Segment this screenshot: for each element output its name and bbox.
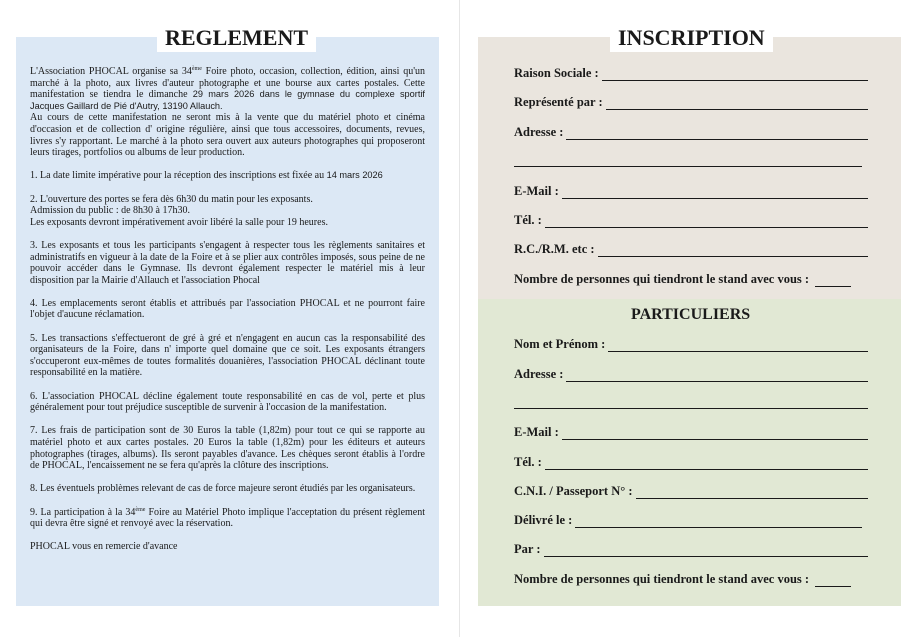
adresse-field[interactable] <box>514 125 868 140</box>
represente-par-line[interactable] <box>606 98 868 110</box>
particuliers-title: PARTICULIERS <box>631 306 751 323</box>
rc-rm-line[interactable] <box>598 245 868 257</box>
par-field[interactable] <box>514 542 868 557</box>
particulier-nombre-personnes-label: Nombre de personnes qui tiendront le stand avec vous : <box>514 572 810 586</box>
rule-2: 2. L'ouverture des portes se fera dès 6h30 du matin pour les exposants. <box>30 193 313 205</box>
rule-5: 5. Les transactions s'effectueront de gré à gré et n'engagent en aucun cas la responsabilité des organisateurs de la Foire, dans n' importe quel domaine que ce soit. Les exposants étrangers s'occuperont eux-mêmes de toutes formalités douanières, l'association PHOCAL déclinant toute responsabilité en la matière. <box>30 332 425 379</box>
rule-2-departure: Les exposants devront impérativement avoir libéré la salle pour 19 heures. <box>30 216 328 228</box>
page-divider <box>459 0 460 637</box>
particulier-adresse-line-2[interactable] <box>514 408 868 409</box>
reglement-intro: L'Association PHOCAL organise sa 34ème Foire photo, occasion, collection, édition, ainsi qu'un marché à la photo, aux livres d'auteur photographe et une bourse aux cartes postales. Cette manifestation se tiendra le dimanche 29 mars 2026 dans le gymnase du complexe sportif Jacques Gaillard de Pié d'Autry, 13190 Allauch. <box>30 66 425 111</box>
rule-1: 1. La date limite impérative pour la réception des inscriptions est fixée au 14 mars 2026 <box>30 170 383 182</box>
rule-8: 8. Les éventuels problèmes relevant de cas de force majeure seront étudiés par les organisateurs. <box>30 483 416 495</box>
raison-sociale-field[interactable] <box>514 66 868 81</box>
rule-7: 7. Les frais de participation sont de 30 Euros la table (1,82m) pour tout ce qui se rapporte au matériel photo et aux cartes postales. 20 Euros la table (1,82m) pour les éditeurs et auteurs photographes (tirages, albums). Ils seront payables d'avance. Les chèques seront établis à l'ordre de PHOCAL, l'encaissement ne se fera qu'après la clôture des inscriptions. <box>30 425 425 472</box>
rule-2-admission: Admission du public : de 8h30 à 17h30. <box>30 205 190 217</box>
deadline-date: 14 mars 2026 <box>326 170 383 181</box>
cni-passeport-label: C.N.I. / Passeport N° : <box>514 484 633 498</box>
rule-6: 6. L'association PHOCAL décline également toute responsabilité en cas de vol, perte et plus généralement pour tout préjudice susceptible de survenir à l'occasion de la manifestation. <box>30 390 425 414</box>
event-date-place: 29 mars 2026 dans le gymnase du complexe sportif Jacques Gaillard de Pié d'Autry, 13190 Allauch. <box>30 89 425 111</box>
particulier-nombre-personnes-field[interactable] <box>514 572 868 587</box>
reglement-intro-2: Au cours de cette manifestation ne seront mis à la vente que du matériel photo et cinéma d'occasion et de collection d' origine régulière, ainsi que tous accessoires, documents, revues, livres s'y rapportant. Le marché à la photo sera ouvert aux auteurs photographes qui proposeront leurs tirages, portfolios ou albums de leur production. <box>30 112 425 159</box>
particulier-email-field[interactable] <box>514 425 868 440</box>
rule-4: 4. Les emplacements seront établis et attribués par l'association PHOCAL et ne pourront faire l'objet d'aucune réclamation. <box>30 297 425 321</box>
delivre-le-label: Délivré le : <box>514 513 573 527</box>
nombre-personnes-line[interactable] <box>815 275 851 287</box>
nom-prenom-label: Nom et Prénom : <box>514 337 606 351</box>
nom-prenom-line[interactable] <box>608 340 868 352</box>
nombre-personnes-label: Nombre de personnes qui tiendront le stand avec vous : <box>514 272 810 286</box>
particulier-adresse-line[interactable] <box>566 370 868 382</box>
particulier-adresse-label: Adresse : <box>514 367 564 381</box>
reglement-title: REGLEMENT <box>157 24 316 52</box>
inscription-title: INSCRIPTION <box>610 24 773 52</box>
email-label: E-Mail : <box>514 184 559 198</box>
represente-par-label: Représenté par : <box>514 95 603 109</box>
email-line[interactable] <box>562 187 868 199</box>
particulier-email-line[interactable] <box>562 428 868 440</box>
rc-rm-label: R.C./R.M. etc : <box>514 242 595 256</box>
particulier-adresse-field[interactable] <box>514 367 868 382</box>
par-label: Par : <box>514 542 541 556</box>
particulier-tel-label: Tél. : <box>514 455 542 469</box>
rule-3: 3. Les exposants et tous les participants s'engagent à respecter tous les règlements sanitaires et administratifs en vigueur à la date de la Foire et à se plier aux contrôles imposés, sous peine de ne pouvoir accéder dans le Gymnase. Ils devront également respecter le matériel mis à leur disposition par la Mairie d'Allauch et l'association Phocal <box>30 239 425 286</box>
delivre-le-line[interactable] <box>575 516 862 528</box>
nom-prenom-field[interactable] <box>514 337 868 352</box>
tel-field[interactable] <box>514 213 868 228</box>
cni-passeport-line[interactable] <box>636 487 868 499</box>
cni-passeport-field[interactable] <box>514 484 868 499</box>
raison-sociale-label: Raison Sociale : <box>514 66 599 80</box>
represente-par-field[interactable] <box>514 95 868 110</box>
rc-rm-field[interactable] <box>514 242 868 257</box>
particulier-email-label: E-Mail : <box>514 425 559 439</box>
adresse-line[interactable] <box>566 128 868 140</box>
email-field[interactable] <box>514 184 868 199</box>
rule-9: 9. La participation à la 34ème Foire au Matériel Photo implique l'acceptation du présent règlement qui devra être signé et renvoyé avec la réservation. <box>30 506 425 530</box>
nombre-personnes-field[interactable] <box>514 272 868 287</box>
tel-label: Tél. : <box>514 213 542 227</box>
adresse-line-2[interactable] <box>514 166 862 167</box>
raison-sociale-line[interactable] <box>602 69 868 81</box>
par-line[interactable] <box>544 545 869 557</box>
adresse-label: Adresse : <box>514 125 564 139</box>
delivre-le-field[interactable] <box>514 513 862 528</box>
particulier-tel-field[interactable] <box>514 455 868 470</box>
closing-thanks: PHOCAL vous en remercie d'avance <box>30 541 178 553</box>
particulier-nombre-personnes-line[interactable] <box>815 575 851 587</box>
particulier-tel-line[interactable] <box>545 458 868 470</box>
tel-line[interactable] <box>545 216 868 228</box>
reglement-text <box>30 66 425 553</box>
